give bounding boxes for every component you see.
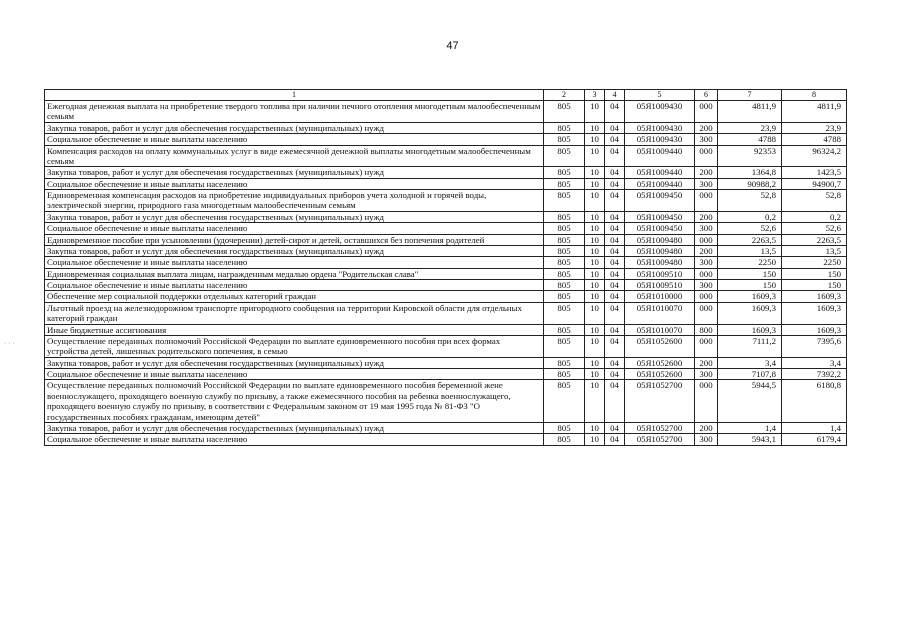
row-amount-year2-cell: 0,2 [782, 211, 847, 222]
row-amount-year1-cell: 7111,2 [718, 335, 782, 357]
row-amount-year1-cell: 52,8 [718, 190, 782, 212]
row-amount-year2-cell: 7395,6 [782, 335, 847, 357]
row-subsection-cell: 04 [605, 380, 625, 423]
row-subsection-cell: 04 [605, 335, 625, 357]
row-name-cell: Закупка товаров, работ и услуг для обеспечения государственных (муниципальных) нужд [45, 422, 544, 433]
row-target-article-cell: 05Я1052700 [625, 434, 695, 445]
row-name-cell: Социальное обеспечение и иные выплаты населению [45, 178, 544, 189]
row-subsection-cell: 04 [605, 324, 625, 335]
row-name-cell: Социальное обеспечение и иные выплаты населению [45, 134, 544, 145]
row-name-cell: Единовременная социальная выплата лицам, награжденным медалью ордена "Родительская слава" [45, 268, 544, 279]
table-row [45, 178, 847, 189]
row-amount-year2-cell: 52,6 [782, 223, 847, 234]
row-amount-year2-cell: 96324,2 [782, 145, 847, 167]
table-row [45, 302, 847, 324]
row-amount-year1-cell: 5944,5 [718, 380, 782, 423]
row-section-cell: 10 [585, 101, 605, 123]
row-section-cell: 10 [585, 190, 605, 212]
row-ministry-cell: 805 [544, 234, 585, 245]
row-section-cell: 10 [585, 291, 605, 302]
row-name-cell: Закупка товаров, работ и услуг для обеспечения государственных (муниципальных) нужд [45, 167, 544, 178]
row-ministry-cell: 805 [544, 369, 585, 380]
row-section-cell: 10 [585, 280, 605, 291]
row-name-cell: Обеспечение мер социальной поддержки отдельных категорий граждан [45, 291, 544, 302]
row-subsection-cell: 04 [605, 257, 625, 268]
row-section-cell: 10 [585, 145, 605, 167]
row-amount-year2-cell: 3,4 [782, 357, 847, 368]
row-ministry-cell: 805 [544, 335, 585, 357]
row-amount-year2-cell: 150 [782, 280, 847, 291]
row-expense-type-cell: 300 [695, 280, 718, 291]
row-amount-year1-cell: 1,4 [718, 422, 782, 433]
row-amount-year1-cell: 90988,2 [718, 178, 782, 189]
row-target-article-cell: 05Я1009480 [625, 245, 695, 256]
row-amount-year2-cell: 52,8 [782, 190, 847, 212]
row-amount-year2-cell: 2263,5 [782, 234, 847, 245]
row-expense-type-cell: 000 [695, 234, 718, 245]
row-name-cell: Закупка товаров, работ и услуг для обеспечения государственных (муниципальных) нужд [45, 211, 544, 222]
row-target-article-cell: 05Я1009510 [625, 268, 695, 279]
row-amount-year1-cell: 5943,1 [718, 434, 782, 445]
row-expense-type-cell: 000 [695, 101, 718, 123]
scan-artifact-left: · · · [4, 340, 15, 347]
row-amount-year2-cell: 2250 [782, 257, 847, 268]
row-amount-year1-cell: 2250 [718, 257, 782, 268]
row-amount-year2-cell: 4811,9 [782, 101, 847, 123]
row-section-cell: 10 [585, 335, 605, 357]
header-cell: 5 [625, 90, 695, 101]
row-target-article-cell: 05Я1010070 [625, 302, 695, 324]
table-row [45, 122, 847, 133]
row-name-cell: Компенсация расходов на оплату коммунальных услуг в виде ежемесячной денежной выплаты многодетным малообеспеченным семьям [45, 145, 544, 167]
row-ministry-cell: 805 [544, 380, 585, 423]
row-ministry-cell: 805 [544, 357, 585, 368]
row-subsection-cell: 04 [605, 167, 625, 178]
row-section-cell: 10 [585, 257, 605, 268]
row-amount-year1-cell: 2263,5 [718, 234, 782, 245]
row-target-article-cell: 05Я1009450 [625, 190, 695, 212]
row-name-cell: Социальное обеспечение и иные выплаты населению [45, 369, 544, 380]
row-subsection-cell: 04 [605, 145, 625, 167]
row-expense-type-cell: 200 [695, 245, 718, 256]
row-ministry-cell: 805 [544, 145, 585, 167]
row-amount-year1-cell: 13,5 [718, 245, 782, 256]
row-expense-type-cell: 200 [695, 357, 718, 368]
row-target-article-cell: 05Я1009440 [625, 167, 695, 178]
row-expense-type-cell: 300 [695, 178, 718, 189]
table-row [45, 167, 847, 178]
table-row [45, 291, 847, 302]
table-row [45, 369, 847, 380]
row-section-cell: 10 [585, 422, 605, 433]
row-amount-year2-cell: 7392,2 [782, 369, 847, 380]
row-section-cell: 10 [585, 434, 605, 445]
row-section-cell: 10 [585, 223, 605, 234]
row-ministry-cell: 805 [544, 291, 585, 302]
row-subsection-cell: 04 [605, 291, 625, 302]
header-cell: 6 [695, 90, 718, 101]
row-name-cell: Социальное обеспечение и иные выплаты населению [45, 434, 544, 445]
row-ministry-cell: 805 [544, 101, 585, 123]
table-row [45, 280, 847, 291]
row-name-cell: Льготный проезд на железнодорожном транспорте пригородного сообщения на территории Кировской области для отдельных категорий граждан [45, 302, 544, 324]
row-subsection-cell: 04 [605, 178, 625, 189]
table-row [45, 335, 847, 357]
row-subsection-cell: 04 [605, 234, 625, 245]
row-section-cell: 10 [585, 268, 605, 279]
row-target-article-cell: 05Я1010000 [625, 291, 695, 302]
row-section-cell: 10 [585, 324, 605, 335]
row-section-cell: 10 [585, 167, 605, 178]
row-name-cell: Социальное обеспечение и иные выплаты населению [45, 223, 544, 234]
header-cell: 1 [45, 90, 544, 101]
row-amount-year1-cell: 150 [718, 280, 782, 291]
row-amount-year2-cell: 1423,5 [782, 167, 847, 178]
row-amount-year2-cell: 4788 [782, 134, 847, 145]
table-row [45, 245, 847, 256]
row-amount-year2-cell: 23,9 [782, 122, 847, 133]
row-ministry-cell: 805 [544, 167, 585, 178]
row-subsection-cell: 04 [605, 122, 625, 133]
row-expense-type-cell: 000 [695, 268, 718, 279]
row-amount-year1-cell: 23,9 [718, 122, 782, 133]
row-ministry-cell: 805 [544, 434, 585, 445]
row-ministry-cell: 805 [544, 324, 585, 335]
row-subsection-cell: 04 [605, 190, 625, 212]
row-subsection-cell: 04 [605, 280, 625, 291]
row-name-cell: Единовременная компенсация расходов на приобретение индивидуальных приборов учета холодной и горячей воды, электрической энергии, природного газа многодетным малообеспеченным семьям [45, 190, 544, 212]
row-subsection-cell: 04 [605, 357, 625, 368]
row-subsection-cell: 04 [605, 302, 625, 324]
row-ministry-cell: 805 [544, 268, 585, 279]
row-amount-year2-cell: 150 [782, 268, 847, 279]
row-amount-year1-cell: 1364,8 [718, 167, 782, 178]
row-target-article-cell: 05Я1009480 [625, 257, 695, 268]
row-name-cell: Осуществление переданных полномочий Российской Федерации по выплате единовременного пособия при всех формах устройства детей, лишенных родительского попечения, в семью [45, 335, 544, 357]
row-section-cell: 10 [585, 122, 605, 133]
row-section-cell: 10 [585, 369, 605, 380]
row-target-article-cell: 05Я1009440 [625, 145, 695, 167]
row-subsection-cell: 04 [605, 101, 625, 123]
table-row [45, 190, 847, 212]
row-expense-type-cell: 000 [695, 190, 718, 212]
header-cell: 3 [585, 90, 605, 101]
row-amount-year2-cell: 1609,3 [782, 302, 847, 324]
row-ministry-cell: 805 [544, 211, 585, 222]
row-subsection-cell: 04 [605, 422, 625, 433]
row-target-article-cell: 05Я1052700 [625, 380, 695, 423]
row-target-article-cell: 05Я1052700 [625, 422, 695, 433]
row-section-cell: 10 [585, 178, 605, 189]
row-target-article-cell: 05Я1009430 [625, 122, 695, 133]
row-subsection-cell: 04 [605, 369, 625, 380]
row-expense-type-cell: 800 [695, 324, 718, 335]
row-name-cell: Ежегодная денежная выплата на приобретение твердого топлива при наличии печного отопления многодетным малообеспеченным семьям [45, 101, 544, 123]
row-expense-type-cell: 000 [695, 380, 718, 423]
row-target-article-cell: 05Я1009450 [625, 211, 695, 222]
row-amount-year1-cell: 92353 [718, 145, 782, 167]
header-row [45, 90, 847, 101]
row-section-cell: 10 [585, 234, 605, 245]
row-ministry-cell: 805 [544, 122, 585, 133]
row-section-cell: 10 [585, 134, 605, 145]
header-cell: 7 [718, 90, 782, 101]
row-section-cell: 10 [585, 211, 605, 222]
row-name-cell: Социальное обеспечение и иные выплаты населению [45, 257, 544, 268]
row-ministry-cell: 805 [544, 257, 585, 268]
table-row [45, 234, 847, 245]
table-row [45, 324, 847, 335]
row-target-article-cell: 05Я1052600 [625, 357, 695, 368]
row-expense-type-cell: 300 [695, 434, 718, 445]
row-section-cell: 10 [585, 357, 605, 368]
table-row [45, 357, 847, 368]
row-subsection-cell: 04 [605, 134, 625, 145]
row-expense-type-cell: 200 [695, 122, 718, 133]
row-target-article-cell: 05Я1009440 [625, 178, 695, 189]
row-subsection-cell: 04 [605, 245, 625, 256]
row-target-article-cell: 05Я1009510 [625, 280, 695, 291]
row-subsection-cell: 04 [605, 268, 625, 279]
row-ministry-cell: 805 [544, 245, 585, 256]
row-expense-type-cell: 200 [695, 167, 718, 178]
row-amount-year1-cell: 1609,3 [718, 302, 782, 324]
row-expense-type-cell: 000 [695, 145, 718, 167]
row-section-cell: 10 [585, 302, 605, 324]
budget-table [44, 89, 847, 446]
row-ministry-cell: 805 [544, 223, 585, 234]
table-row [45, 434, 847, 445]
row-ministry-cell: 805 [544, 178, 585, 189]
row-ministry-cell: 805 [544, 134, 585, 145]
header-cell: 2 [544, 90, 585, 101]
row-expense-type-cell: 000 [695, 291, 718, 302]
row-target-article-cell: 05Я1009430 [625, 134, 695, 145]
row-subsection-cell: 04 [605, 223, 625, 234]
row-amount-year1-cell: 4788 [718, 134, 782, 145]
row-target-article-cell: 05Я1052600 [625, 369, 695, 380]
table-row [45, 257, 847, 268]
row-amount-year2-cell: 6179,4 [782, 434, 847, 445]
row-name-cell: Закупка товаров, работ и услуг для обеспечения государственных (муниципальных) нужд [45, 245, 544, 256]
table-row [45, 101, 847, 123]
row-name-cell: Закупка товаров, работ и услуг для обеспечения государственных (муниципальных) нужд [45, 357, 544, 368]
table-row [45, 223, 847, 234]
row-expense-type-cell: 000 [695, 302, 718, 324]
row-expense-type-cell: 300 [695, 369, 718, 380]
row-expense-type-cell: 300 [695, 134, 718, 145]
row-name-cell: Закупка товаров, работ и услуг для обеспечения государственных (муниципальных) нужд [45, 122, 544, 133]
row-target-article-cell: 05Я1009480 [625, 234, 695, 245]
row-ministry-cell: 805 [544, 280, 585, 291]
row-name-cell: Осуществление переданных полномочий Российской Федерации по выплате единовременного пособия беременной жене военнослужащего, проходящего военную службу по призыву, а также ежемесячного пособия на ребенка военнослужащего, проходящего военную службу по призыву, в соответствии с Федеральным законом от 19 мая 1995 года № 81-ФЗ "О государственных пособиях гражданам, имеющим детей" [45, 380, 544, 423]
row-name-cell: Социальное обеспечение и иные выплаты населению [45, 280, 544, 291]
row-subsection-cell: 04 [605, 211, 625, 222]
row-amount-year1-cell: 3,4 [718, 357, 782, 368]
row-amount-year1-cell: 1609,3 [718, 291, 782, 302]
row-ministry-cell: 805 [544, 190, 585, 212]
table-row [45, 422, 847, 433]
row-amount-year1-cell: 1609,3 [718, 324, 782, 335]
table-row [45, 211, 847, 222]
row-amount-year2-cell: 1609,3 [782, 291, 847, 302]
row-target-article-cell: 05Я1009450 [625, 223, 695, 234]
row-expense-type-cell: 200 [695, 211, 718, 222]
row-amount-year2-cell: 1,4 [782, 422, 847, 433]
row-subsection-cell: 04 [605, 434, 625, 445]
row-amount-year2-cell: 13,5 [782, 245, 847, 256]
row-amount-year1-cell: 52,6 [718, 223, 782, 234]
page-number: 47 [446, 40, 459, 52]
table-row [45, 145, 847, 167]
row-section-cell: 10 [585, 245, 605, 256]
row-expense-type-cell: 300 [695, 257, 718, 268]
row-ministry-cell: 805 [544, 422, 585, 433]
budget-table-container [44, 89, 846, 446]
row-amount-year1-cell: 4811,9 [718, 101, 782, 123]
table-row [45, 268, 847, 279]
row-expense-type-cell: 000 [695, 335, 718, 357]
table-row [45, 134, 847, 145]
row-amount-year2-cell: 1609,3 [782, 324, 847, 335]
row-amount-year1-cell: 150 [718, 268, 782, 279]
row-target-article-cell: 05Я1009430 [625, 101, 695, 123]
row-amount-year1-cell: 0,2 [718, 211, 782, 222]
row-amount-year2-cell: 94900,7 [782, 178, 847, 189]
row-name-cell: Иные бюджетные ассигнования [45, 324, 544, 335]
row-target-article-cell: 05Я1010070 [625, 324, 695, 335]
row-amount-year1-cell: 7107,8 [718, 369, 782, 380]
row-expense-type-cell: 200 [695, 422, 718, 433]
table-body [45, 90, 847, 446]
header-cell: 4 [605, 90, 625, 101]
row-name-cell: Единовременное пособие при усыновлении (удочерении) детей-сирот и детей, оставшихся без попечения родителей [45, 234, 544, 245]
row-expense-type-cell: 300 [695, 223, 718, 234]
row-target-article-cell: 05Я1052600 [625, 335, 695, 357]
table-row [45, 380, 847, 423]
row-ministry-cell: 805 [544, 302, 585, 324]
row-section-cell: 10 [585, 380, 605, 423]
row-amount-year2-cell: 6180,8 [782, 380, 847, 423]
header-cell: 8 [782, 90, 847, 101]
